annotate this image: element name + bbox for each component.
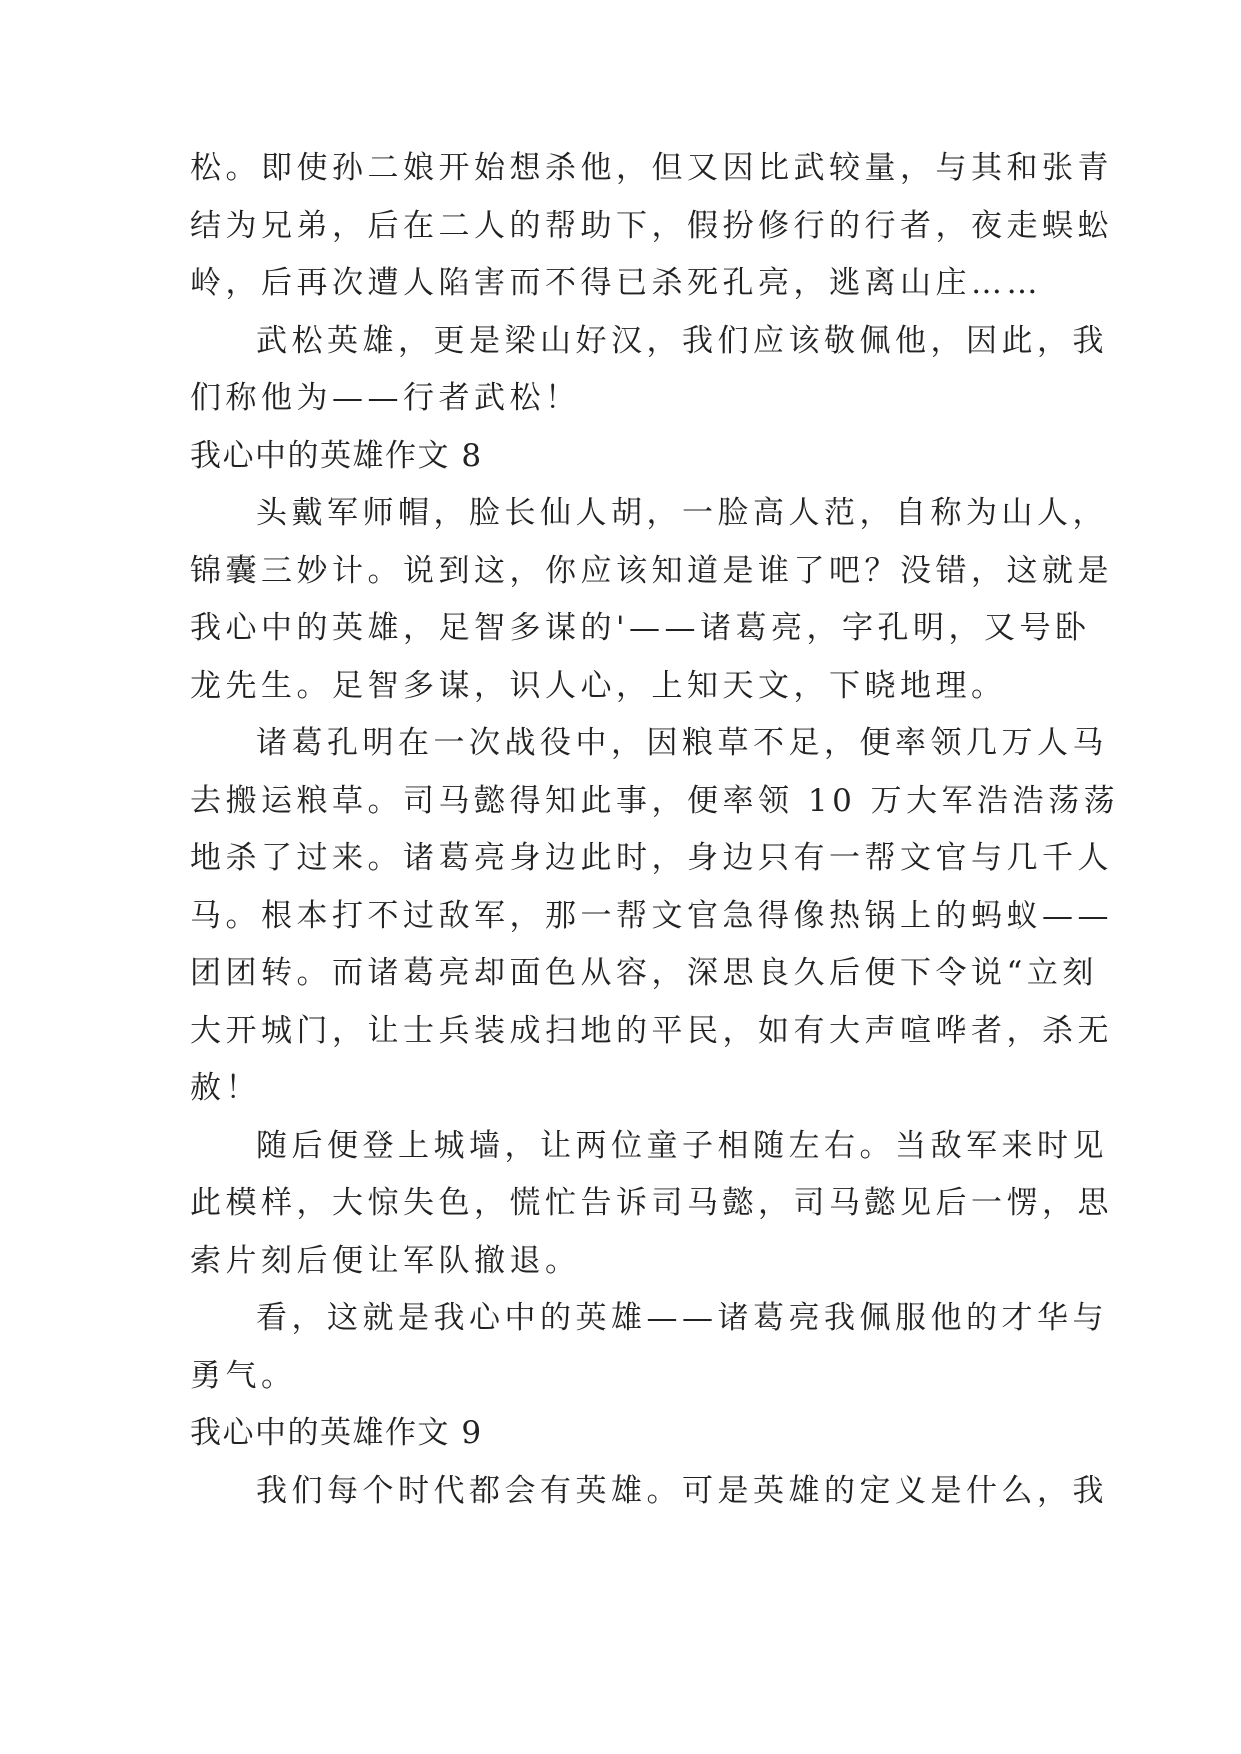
body-line: 结为兄弟，后在二人的帮助下，假扮修行的行者，夜走蜈蚣 [190, 207, 1113, 244]
essay-heading-9: 我心中的英雄作文 9 [190, 1415, 483, 1451]
body-line: 岭，后再次遭人陷害而不得已杀死孔亮，逃离山庄…… [190, 265, 1042, 301]
body-line: 赦！ [190, 1070, 261, 1106]
body-line: 去搬运粮草。司马懿得知此事，便率领 10 万大军浩浩荡荡 [190, 782, 1120, 819]
body-line: 索片刻后便让军队撤退。 [190, 1242, 581, 1279]
paragraph-first-line: 随后便登上城墙，让两位童子相随左右。当敌军来时见 [256, 1127, 1108, 1164]
paragraph-first-line: 诸葛孔明在一次战役中，因粮草不足，便率领几万人马 [256, 725, 1108, 761]
body-line: 锦囊三妙计。说到这，你应该知道是谁了吧？没错，这就是 [190, 552, 1113, 589]
document-body [190, 140, 1120, 1520]
paragraph-first-line: 武松英雄，更是梁山好汉，我们应该敬佩他，因此，我 [256, 322, 1108, 359]
body-line: 此模样，大惊失色，慌忙告诉司马懿，司马懿见后一愣，思 [190, 1185, 1113, 1221]
body-line: 龙先生。足智多谋，识人心，上知天文，下晓地理。 [190, 667, 1007, 704]
paragraph-first-line: 头戴军师帽，脸长仙人胡，一脸高人范，自称为山人， [256, 495, 1108, 531]
paragraph-first-line: 看，这就是我心中的英雄——诸葛亮我佩服他的才华与 [256, 1300, 1108, 1336]
body-line: 团团转。而诸葛亮却面色从容，深思良久后便下令说“立刻 [190, 955, 1098, 991]
body-line: 地杀了过来。诸葛亮身边此时，身边只有一帮文官与几千人 [190, 840, 1113, 876]
body-line: 我心中的英雄，足智多谋的'——诸葛亮，字孔明，又号卧 [190, 610, 1091, 646]
body-line: 大开城门，让士兵装成扫地的平民，如有大声喧哗者，杀无 [190, 1012, 1113, 1049]
body-line: 松。即使孙二娘开始想杀他，但又因比武较量，与其和张青 [190, 150, 1113, 186]
body-line: 勇气。 [190, 1357, 297, 1394]
body-line: 马。根本打不过敌军，那一帮文官急得像热锅上的蚂蚁—— [190, 897, 1113, 934]
paragraph-first-line: 我们每个时代都会有英雄。可是英雄的定义是什么，我 [256, 1472, 1108, 1509]
body-line: 们称他为——行者武松！ [190, 380, 581, 416]
essay-heading-8: 我心中的英雄作文 8 [190, 437, 483, 474]
